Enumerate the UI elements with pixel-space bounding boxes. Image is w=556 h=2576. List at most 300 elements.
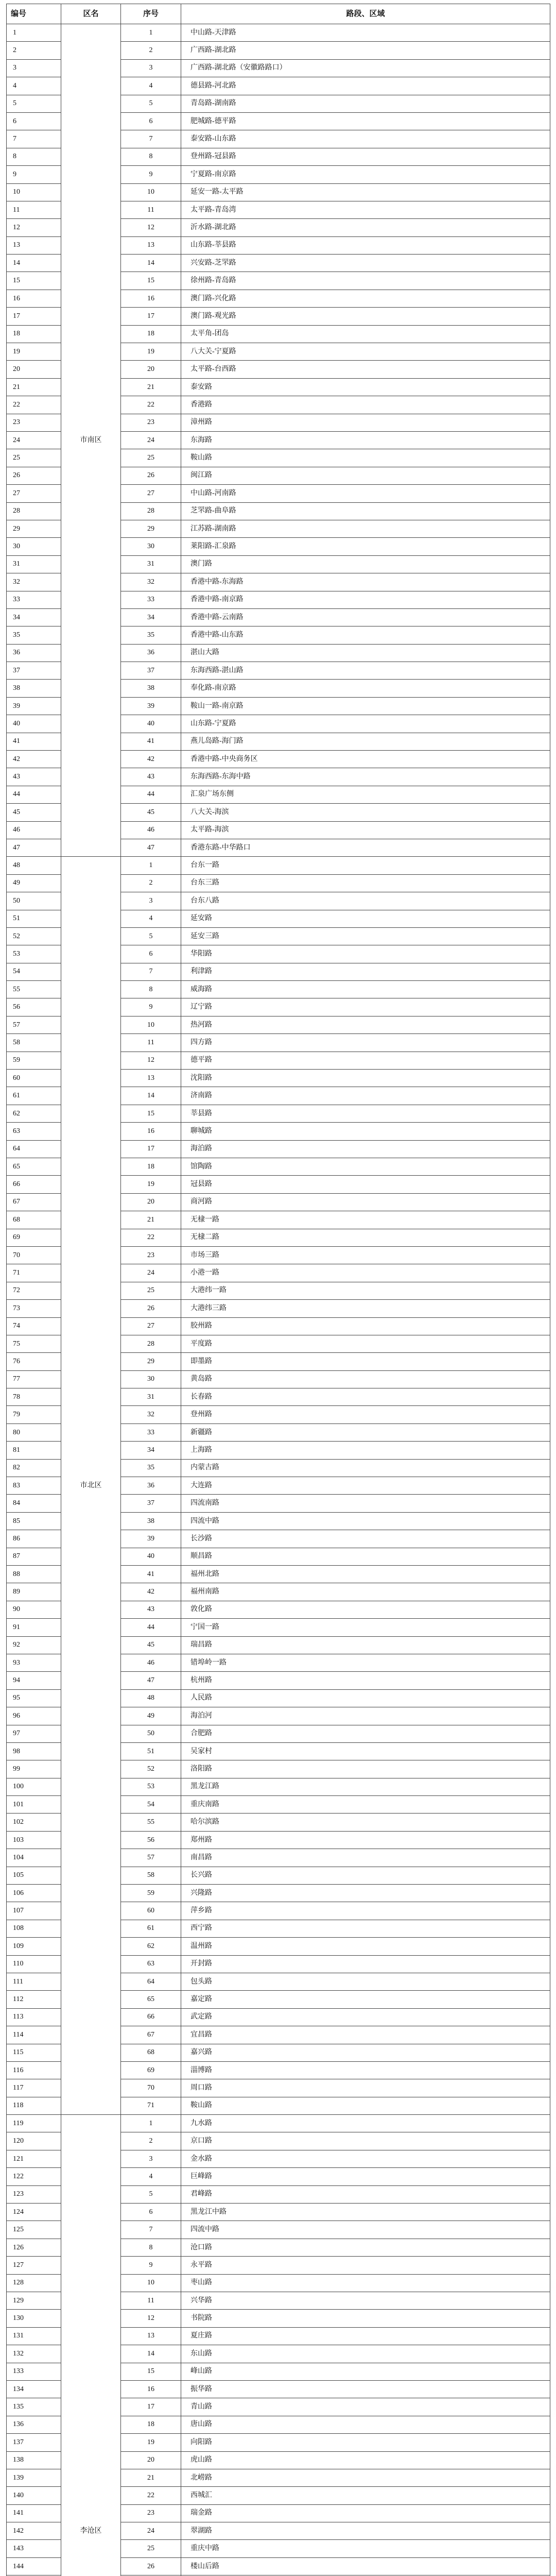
row-seq: 22: [121, 2487, 181, 2504]
row-number: 60: [7, 1070, 61, 1087]
row-seq: 24: [121, 431, 181, 449]
row-seq: 26: [121, 2557, 181, 2575]
row-seq: 41: [121, 1565, 181, 1583]
district-cell: 李沧区: [61, 2115, 121, 2576]
row-seq: 3: [121, 59, 181, 77]
district-cell: 市北区: [61, 857, 121, 2115]
row-number: 124: [7, 2204, 61, 2221]
row-number: 95: [7, 1689, 61, 1707]
row-seq: 24: [121, 1264, 181, 1282]
row-number: 28: [7, 502, 61, 520]
road-name: 包头路: [181, 1973, 550, 1990]
row-number: 63: [7, 1123, 61, 1140]
row-number: 59: [7, 1052, 61, 1069]
row-seq: 14: [121, 255, 181, 272]
road-name: 广西路-湖北路: [181, 42, 550, 59]
road-name: 香港中路-中央商务区: [181, 751, 550, 768]
row-seq: 43: [121, 768, 181, 786]
row-number: 110: [7, 1955, 61, 1973]
row-seq: 31: [121, 1388, 181, 1406]
row-number: 140: [7, 2487, 61, 2504]
row-number: 9: [7, 166, 61, 183]
row-seq: 27: [121, 485, 181, 502]
road-name: 海泊河: [181, 1707, 550, 1725]
road-name: 湛山大路: [181, 644, 550, 662]
road-name: 山东路-莘县路: [181, 236, 550, 254]
road-name: 中山路-天津路: [181, 24, 550, 42]
row-number: 72: [7, 1282, 61, 1299]
road-name: 太平路-青岛湾: [181, 201, 550, 218]
road-name: 巨峰路: [181, 2168, 550, 2185]
row-number: 45: [7, 804, 61, 821]
row-seq: 32: [121, 573, 181, 591]
row-seq: 5: [121, 2185, 181, 2203]
row-seq: 70: [121, 2079, 181, 2097]
road-name: 胶州路: [181, 1317, 550, 1335]
row-number: 36: [7, 644, 61, 662]
row-number: 127: [7, 2257, 61, 2274]
row-number: 47: [7, 839, 61, 856]
row-number: 121: [7, 2150, 61, 2167]
row-seq: 13: [121, 2327, 181, 2345]
road-name: 长兴路: [181, 1867, 550, 1884]
row-seq: 41: [121, 733, 181, 750]
road-name: 四流中路: [181, 1512, 550, 1530]
road-name: 翠湖路: [181, 2522, 550, 2540]
row-number: 61: [7, 1087, 61, 1105]
row-seq: 11: [121, 201, 181, 218]
row-number: 128: [7, 2274, 61, 2292]
road-name: 香港中路-云南路: [181, 608, 550, 626]
road-name: 黄岛路: [181, 1370, 550, 1388]
row-number: 56: [7, 998, 61, 1016]
road-name: 德县路-河北路: [181, 77, 550, 95]
road-name: 市场三路: [181, 1246, 550, 1264]
row-number: 100: [7, 1778, 61, 1795]
row-number: 113: [7, 2008, 61, 2026]
row-seq: 32: [121, 1406, 181, 1423]
row-seq: 9: [121, 166, 181, 183]
road-name: 闽江路: [181, 467, 550, 484]
header-number: 编号: [7, 4, 61, 24]
row-seq: 45: [121, 804, 181, 821]
row-number: 32: [7, 573, 61, 591]
row-seq: 37: [121, 1495, 181, 1512]
row-number: 51: [7, 910, 61, 927]
row-seq: 46: [121, 821, 181, 839]
row-number: 122: [7, 2168, 61, 2185]
row-number: 99: [7, 1760, 61, 1778]
row-number: 22: [7, 396, 61, 414]
road-name: 京口路: [181, 2132, 550, 2150]
road-name: 长沙路: [181, 1530, 550, 1548]
road-name: 大连路: [181, 1477, 550, 1495]
row-seq: 16: [121, 290, 181, 307]
road-name: 澳门路-观光路: [181, 308, 550, 325]
road-name: 西城汇: [181, 2487, 550, 2504]
road-name: 夏庄路: [181, 2327, 550, 2345]
row-seq: 23: [121, 2504, 181, 2522]
road-name: 台东八路: [181, 892, 550, 910]
row-number: 134: [7, 2380, 61, 2398]
row-number: 117: [7, 2079, 61, 2097]
row-seq: 35: [121, 626, 181, 644]
row-number: 5: [7, 95, 61, 112]
row-seq: 19: [121, 343, 181, 361]
row-number: 42: [7, 751, 61, 768]
road-name: 大港纬一路: [181, 1282, 550, 1299]
row-seq: 39: [121, 697, 181, 715]
row-number: 81: [7, 1442, 61, 1459]
row-seq: 8: [121, 148, 181, 165]
row-seq: 46: [121, 1654, 181, 1671]
row-number: 26: [7, 467, 61, 484]
row-seq: 33: [121, 591, 181, 608]
road-name: 馆陶路: [181, 1158, 550, 1176]
road-name: 莱阳路-汇泉路: [181, 538, 550, 555]
row-seq: 49: [121, 1707, 181, 1725]
row-number: 57: [7, 1016, 61, 1033]
road-table: [6, 4, 550, 2576]
row-number: 74: [7, 1317, 61, 1335]
row-seq: 29: [121, 1353, 181, 1370]
row-seq: 13: [121, 236, 181, 254]
row-seq: 21: [121, 378, 181, 396]
row-number: 84: [7, 1495, 61, 1512]
road-name: 山东路-宁夏路: [181, 715, 550, 733]
road-name: 广西路-湖北路（安徽路路口）: [181, 59, 550, 77]
row-seq: 40: [121, 1548, 181, 1565]
row-seq: 5: [121, 95, 181, 112]
row-number: 1: [7, 24, 61, 42]
road-name: 福州北路: [181, 1565, 550, 1583]
row-seq: 64: [121, 1973, 181, 1990]
row-number: 40: [7, 715, 61, 733]
row-number: 98: [7, 1742, 61, 1760]
road-name: 太平角-团岛: [181, 325, 550, 343]
row-seq: 52: [121, 1760, 181, 1778]
road-name: 平度路: [181, 1335, 550, 1352]
row-number: 19: [7, 343, 61, 361]
row-seq: 39: [121, 1530, 181, 1548]
road-name: 香港中路-南京路: [181, 591, 550, 608]
row-seq: 43: [121, 1601, 181, 1618]
row-number: 93: [7, 1654, 61, 1671]
row-seq: 25: [121, 1282, 181, 1299]
row-seq: 56: [121, 1831, 181, 1849]
road-name: 书院路: [181, 2310, 550, 2327]
road-name: 郑州路: [181, 1831, 550, 1849]
road-name: 华阳路: [181, 945, 550, 963]
road-name: 振华路: [181, 2380, 550, 2398]
row-seq: 1: [121, 24, 181, 42]
road-name: 东海西路-东海中路: [181, 768, 550, 786]
road-name: 内蒙古路: [181, 1459, 550, 1477]
road-name: 东山路: [181, 2345, 550, 2363]
row-seq: 40: [121, 715, 181, 733]
road-name: 辽宁路: [181, 998, 550, 1016]
row-seq: 60: [121, 1902, 181, 1920]
road-name: 顺昌路: [181, 1548, 550, 1565]
road-name: 嘉定路: [181, 1991, 550, 2008]
road-name: 洛阳路: [181, 1760, 550, 1778]
road-name: 人民路: [181, 1689, 550, 1707]
row-seq: 13: [121, 1070, 181, 1087]
row-seq: 26: [121, 467, 181, 484]
row-seq: 27: [121, 1317, 181, 1335]
row-number: 133: [7, 2363, 61, 2380]
row-number: 91: [7, 1619, 61, 1636]
row-number: 88: [7, 1565, 61, 1583]
road-name: 淄博路: [181, 2061, 550, 2079]
road-name: 台东三路: [181, 874, 550, 892]
row-seq: 7: [121, 130, 181, 148]
row-number: 67: [7, 1193, 61, 1211]
row-number: 135: [7, 2398, 61, 2416]
row-seq: 24: [121, 2522, 181, 2540]
row-number: 71: [7, 1264, 61, 1282]
road-name: 东海西路-湛山路: [181, 662, 550, 680]
road-name: 威海路: [181, 981, 550, 998]
road-name: 沧口路: [181, 2239, 550, 2256]
row-number: 13: [7, 236, 61, 254]
row-seq: 19: [121, 1176, 181, 1193]
row-seq: 63: [121, 1955, 181, 1973]
row-number: 7: [7, 130, 61, 148]
road-name: 燕儿岛路-海门路: [181, 733, 550, 750]
row-seq: 23: [121, 1246, 181, 1264]
row-number: 107: [7, 1902, 61, 1920]
road-name: 枣山路: [181, 2274, 550, 2292]
row-number: 70: [7, 1246, 61, 1264]
row-number: 20: [7, 361, 61, 378]
road-name: 汇泉广场东侧: [181, 786, 550, 803]
road-name: 香港东路-中华路口: [181, 839, 550, 856]
row-number: 30: [7, 538, 61, 555]
row-number: 15: [7, 272, 61, 290]
row-number: 136: [7, 2416, 61, 2433]
row-seq: 67: [121, 2026, 181, 2044]
road-name: 无棣二路: [181, 1229, 550, 1246]
road-name: 鞍山一路-南京路: [181, 697, 550, 715]
row-seq: 28: [121, 502, 181, 520]
table-body: [7, 24, 550, 2576]
row-seq: 69: [121, 2061, 181, 2079]
row-number: 92: [7, 1636, 61, 1654]
row-number: 38: [7, 680, 61, 697]
row-number: 53: [7, 945, 61, 963]
row-number: 48: [7, 857, 61, 874]
row-number: 55: [7, 981, 61, 998]
row-number: 77: [7, 1370, 61, 1388]
row-number: 143: [7, 2540, 61, 2557]
row-seq: 2: [121, 2132, 181, 2150]
road-name: 德平路: [181, 1052, 550, 1069]
row-number: 34: [7, 608, 61, 626]
road-name: 哈尔滨路: [181, 1814, 550, 1831]
row-seq: 66: [121, 2008, 181, 2026]
road-name: 瑞昌路: [181, 1636, 550, 1654]
row-seq: 38: [121, 680, 181, 697]
road-name: 延安一路-太平路: [181, 183, 550, 201]
road-name: 东海路: [181, 431, 550, 449]
road-name: 宁国一路: [181, 1619, 550, 1636]
row-number: 132: [7, 2345, 61, 2363]
row-seq: 14: [121, 1087, 181, 1105]
row-seq: 6: [121, 2204, 181, 2221]
row-number: 4: [7, 77, 61, 95]
row-number: 49: [7, 874, 61, 892]
road-name: 青山路: [181, 2398, 550, 2416]
row-seq: 7: [121, 2221, 181, 2239]
road-name: 南昌路: [181, 1849, 550, 1867]
row-seq: 10: [121, 2274, 181, 2292]
row-number: 41: [7, 733, 61, 750]
road-name: 香港路: [181, 396, 550, 414]
row-seq: 3: [121, 892, 181, 910]
road-name: 四流中路: [181, 2221, 550, 2239]
road-name: 海泊路: [181, 1140, 550, 1158]
row-seq: 65: [121, 1991, 181, 2008]
row-seq: 30: [121, 538, 181, 555]
row-seq: 33: [121, 1423, 181, 1441]
row-number: 129: [7, 2292, 61, 2310]
road-name: 莘县路: [181, 1105, 550, 1122]
road-name: 澳门路-兴化路: [181, 290, 550, 307]
row-number: 85: [7, 1512, 61, 1530]
road-name: 无棣一路: [181, 1211, 550, 1229]
row-number: 123: [7, 2185, 61, 2203]
row-seq: 17: [121, 2398, 181, 2416]
row-number: 6: [7, 112, 61, 130]
row-seq: 20: [121, 1193, 181, 1211]
row-seq: 10: [121, 1016, 181, 1033]
row-number: 43: [7, 768, 61, 786]
row-seq: 44: [121, 1619, 181, 1636]
district-cell: 市南区: [61, 24, 121, 857]
row-number: 44: [7, 786, 61, 803]
row-number: 104: [7, 1849, 61, 1867]
road-name: 青岛路-湖南路: [181, 95, 550, 112]
row-seq: 11: [121, 2292, 181, 2310]
row-number: 69: [7, 1229, 61, 1246]
row-seq: 10: [121, 183, 181, 201]
row-number: 21: [7, 378, 61, 396]
row-number: 37: [7, 662, 61, 680]
road-name: 太平路-海滨: [181, 821, 550, 839]
row-number: 52: [7, 927, 61, 945]
road-name: 楼山后路: [181, 2557, 550, 2575]
road-name: 芝罘路-曲阜路: [181, 502, 550, 520]
road-name: 利津路: [181, 963, 550, 980]
row-number: 79: [7, 1406, 61, 1423]
road-name: 吴家村: [181, 1742, 550, 1760]
row-number: 68: [7, 1211, 61, 1229]
row-number: 46: [7, 821, 61, 839]
row-number: 58: [7, 1034, 61, 1052]
road-name: 兴华路: [181, 2292, 550, 2310]
row-seq: 36: [121, 644, 181, 662]
row-seq: 22: [121, 1229, 181, 1246]
road-name: 开封路: [181, 1955, 550, 1973]
row-number: 102: [7, 1814, 61, 1831]
row-seq: 1: [121, 2115, 181, 2132]
row-number: 87: [7, 1548, 61, 1565]
row-number: 103: [7, 1831, 61, 1849]
row-seq: 44: [121, 786, 181, 803]
road-name: 大港纬三路: [181, 1300, 550, 1317]
row-number: 62: [7, 1105, 61, 1122]
road-name: 延安三路: [181, 927, 550, 945]
row-number: 139: [7, 2469, 61, 2486]
road-name: 商河路: [181, 1193, 550, 1211]
road-name: 重庆南路: [181, 1796, 550, 1814]
row-seq: 36: [121, 1477, 181, 1495]
road-name: 泰安路: [181, 378, 550, 396]
row-seq: 23: [121, 414, 181, 431]
row-seq: 12: [121, 1052, 181, 1069]
road-name: 九水路: [181, 2115, 550, 2132]
road-name: 八大关-海滨: [181, 804, 550, 821]
row-number: 17: [7, 308, 61, 325]
road-name: 虎山路: [181, 2451, 550, 2469]
row-number: 25: [7, 449, 61, 467]
row-number: 75: [7, 1335, 61, 1352]
row-seq: 59: [121, 1885, 181, 1902]
row-seq: 17: [121, 308, 181, 325]
road-name: 四方路: [181, 1034, 550, 1052]
row-seq: 4: [121, 77, 181, 95]
row-number: 138: [7, 2451, 61, 2469]
row-number: 12: [7, 219, 61, 236]
road-name: 长春路: [181, 1388, 550, 1406]
road-name: 聊城路: [181, 1123, 550, 1140]
road-name: 上海路: [181, 1442, 550, 1459]
row-seq: 22: [121, 396, 181, 414]
row-seq: 54: [121, 1796, 181, 1814]
row-number: 97: [7, 1725, 61, 1742]
row-number: 16: [7, 290, 61, 307]
row-number: 112: [7, 1991, 61, 2008]
row-number: 126: [7, 2239, 61, 2256]
road-name: 沂水路-湖北路: [181, 219, 550, 236]
row-number: 14: [7, 255, 61, 272]
row-seq: 62: [121, 1938, 181, 1955]
road-name: 鞍山路: [181, 449, 550, 467]
row-number: 66: [7, 1176, 61, 1193]
road-name: 宜昌路: [181, 2026, 550, 2044]
row-number: 116: [7, 2061, 61, 2079]
row-seq: 26: [121, 1300, 181, 1317]
road-name: 敦化路: [181, 1601, 550, 1618]
row-seq: 21: [121, 1211, 181, 1229]
row-number: 54: [7, 963, 61, 980]
road-name: 泰安路-山东路: [181, 130, 550, 148]
row-seq: 68: [121, 2044, 181, 2061]
road-name: 香港中路-东海路: [181, 573, 550, 591]
row-number: 31: [7, 555, 61, 573]
row-seq: 7: [121, 963, 181, 980]
road-name: 奉化路-南京路: [181, 680, 550, 697]
table-row: [7, 24, 550, 42]
header-seq: 序号: [121, 4, 181, 24]
row-number: 24: [7, 431, 61, 449]
row-number: 125: [7, 2221, 61, 2239]
row-number: 89: [7, 1583, 61, 1601]
row-number: 27: [7, 485, 61, 502]
road-name: 济南路: [181, 1087, 550, 1105]
row-number: 73: [7, 1300, 61, 1317]
